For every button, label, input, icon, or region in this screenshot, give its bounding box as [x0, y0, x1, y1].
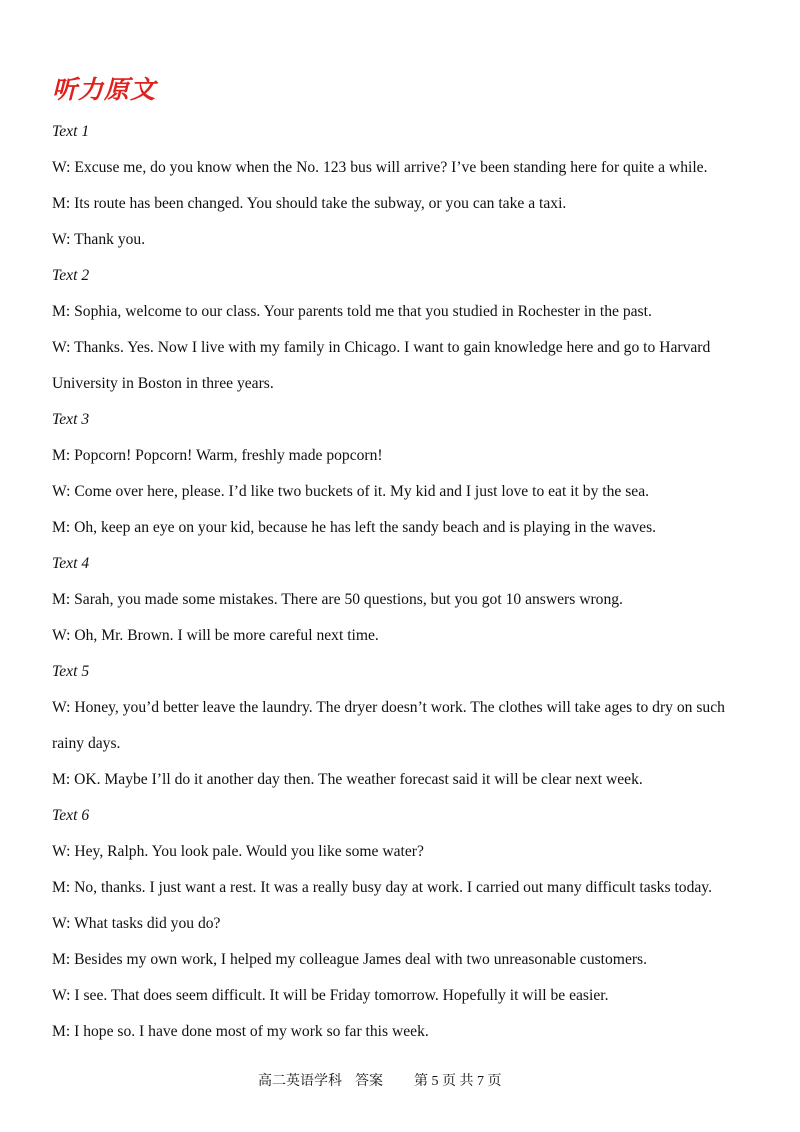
dialogue-line: W: Oh, Mr. Brown. I will be more careful next time. [52, 627, 379, 644]
dialogue-line: W: I see. That does seem difficult. It will be Friday tomorrow. Hopefully it will be easier. [52, 987, 609, 1004]
dialogue-line: M: Popcorn! Popcorn! Warm, freshly made popcorn! [52, 447, 383, 464]
section-heading-text-4: Text 4 [52, 555, 90, 572]
footer-subject: 高二英语学科 [258, 1074, 342, 1089]
dialogue-line: W: Thank you. [52, 231, 146, 248]
section-heading-text-2: Text 2 [52, 267, 90, 284]
dialogue-line: M: Its route has been changed. You should take the subway, or you can take a taxi. [52, 195, 567, 212]
dialogue-line: M: I hope so. I have done most of my work so far this week. [52, 1023, 429, 1040]
section-heading-text-1: Text 1 [52, 123, 90, 140]
dialogue-line: M: Besides my own work, I helped my colleague James deal with two unreasonable customers. [52, 951, 648, 968]
dialogue-line: University in Boston in three years. [52, 375, 274, 392]
dialogue-line: W: Thanks. Yes. Now I live with my family in Chicago. I want to gain knowledge here and go to Harvard [52, 339, 711, 356]
footer-page-number: 第 5 页 共 7 页 [414, 1074, 502, 1089]
footer-label: 答案 [355, 1074, 383, 1089]
dialogue-line: W: Excuse me, do you know when the No. 123 bus will arrive? I’ve been standing here for quite a while. [52, 159, 708, 176]
dialogue-line: W: What tasks did you do? [52, 915, 221, 932]
section-heading-text-5: Text 5 [52, 663, 90, 680]
dialogue-line: M: Oh, keep an eye on your kid, because he has left the sandy beach and is playing in the waves. [52, 519, 657, 536]
section-heading-text-3: Text 3 [52, 411, 90, 428]
dialogue-line: W: Honey, you’d better leave the laundry. The dryer doesn’t work. The clothes will take ages to dry on such [52, 699, 725, 716]
dialogue-line: M: Sophia, welcome to our class. Your parents told me that you studied in Rochester in the past. [52, 303, 652, 320]
dialogue-line: M: OK. Maybe I’ll do it another day then. The weather forecast said it will be clear next week. [52, 771, 643, 788]
dialogue-line: M: No, thanks. I just want a rest. It was a really busy day at work. I carried out many difficult tasks today. [52, 879, 712, 896]
dialogue-line: W: Come over here, please. I’d like two buckets of it. My kid and I just love to eat it by the sea. [52, 483, 650, 500]
dialogue-line: rainy days. [52, 735, 121, 752]
section-heading-text-6: Text 6 [52, 807, 90, 824]
dialogue-line: W: Hey, Ralph. You look pale. Would you like some water? [52, 843, 424, 860]
page-title: 听力原文 [52, 75, 157, 104]
dialogue-line: M: Sarah, you made some mistakes. There are 50 questions, but you got 10 answers wrong. [52, 591, 623, 608]
